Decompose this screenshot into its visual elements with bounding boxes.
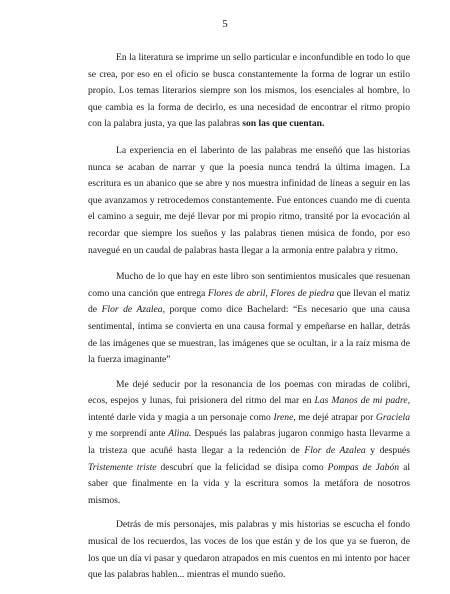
paragraph-3-title-1: Flores de abril, Flores de piedra <box>207 287 335 299</box>
paragraph-4-text-f: y después <box>365 445 410 457</box>
paragraph-4-title-2: Irene, <box>273 411 296 423</box>
paragraph-3-text-b: que llevan el matiz de <box>88 287 410 316</box>
page-number: 5 <box>222 18 228 30</box>
paragraph-3 <box>88 269 410 369</box>
paragraph-4-title-1: Las Manos de mi padre, <box>314 395 410 407</box>
paragraph-4-text-h: al saber que finalmente en la vida y la escritura somos la metáfora de nosotros mismos. <box>88 461 410 506</box>
paragraph-4-title-7: Pompas de Jabón <box>327 461 400 473</box>
paragraph-4-title-3: Graciela <box>375 411 410 423</box>
paragraph-4-text-e: Después las palabras jugaron conmigo hasta llevarme a la tristeza que acuñé hasta llegar a la redención de <box>88 428 410 457</box>
paragraph-4-text-a: Me dejé seducir por la resonancia de los poemas con miradas de colibrí, ecos, espejos y lunas, fui prisionera del ritmo del mar en <box>88 378 410 407</box>
paragraph-4-title-5: Flor de Azalea <box>304 445 366 457</box>
paragraph-1-bold-text: son las que cuentan. <box>242 118 325 130</box>
paragraph-4-text-b: intenté darle vida y magia a un personaje como <box>88 411 274 423</box>
document-body <box>88 50 410 594</box>
paragraph-3-text-c: porque como dice Bachelard: “Es necesario que una causa sentimental, íntima se convierta en una causa formal y empeñarse en hallar, detrás de las imágenes que se muestran, las imágenes que se ocultan, ir a la raíz misma de la fuerza imaginante” <box>88 304 410 366</box>
paragraph-4-title-4: Alina. <box>168 428 192 440</box>
paragraph-1-text: En la literatura se imprime un sello particular e inconfundible en todo lo que se crea, por eso en el oficio se busca constantemente la forma de lograr un estilo propio. Los temas literarios siempre son los mismos, los esenciales al hombre, lo que cambia es la forma de decirlo, es una necesidad de encontrar el ritmo propio con la palabra justa, ya que las palabras <box>88 52 410 130</box>
paragraph-2: La experiencia en el laberinto de las palabras me enseñó que las historias nunca se acaban de narrar y que la poesía nunca tendrá la última imagen. La escritura es un abanico que se abre y nos muestra infinidad de líneas a seguir en las que avanzamos y retrocedemos constantemente. Fue entonces cuando me di cuenta el camino a seguir, me dejé llevar por mi propio ritmo, transité por la evocación al recordar que siempre los sueños y las palabras tienen música de fondo, por eso navegué en un caudal de palabras hasta llegar a la armonía entre palabra y ritmo. <box>88 144 410 256</box>
paragraph-4-text-d: y me sorprendí ante <box>88 428 169 440</box>
paragraph-1 <box>88 50 410 133</box>
paragraph-4-title-6: Tristemente triste <box>88 461 157 473</box>
paragraph-4-text-g: descubrí que la felicidad se disipa como <box>156 461 328 473</box>
paragraph-3-text-a: Mucho de lo que hay en este libro son sentimientos musicales que resuenan como una canción que entrega <box>88 271 410 299</box>
paragraph-5: Detrás de mis personajes, mis palabras y mis historias se escucha el fondo musical de los recuerdos, las voces de los que están y de los que ya se fueron, de los que un día vi pasar y quedaron atrapados en mis cuentos en mi intento por hacer que las palabras hablen... mientras el mundo sueño. <box>88 519 410 581</box>
paragraph-4-text-c: me dejé atrapar por <box>295 411 376 423</box>
paragraph-3-title-2: Flor de Azalea, <box>101 304 165 316</box>
paragraph-4 <box>88 377 410 510</box>
